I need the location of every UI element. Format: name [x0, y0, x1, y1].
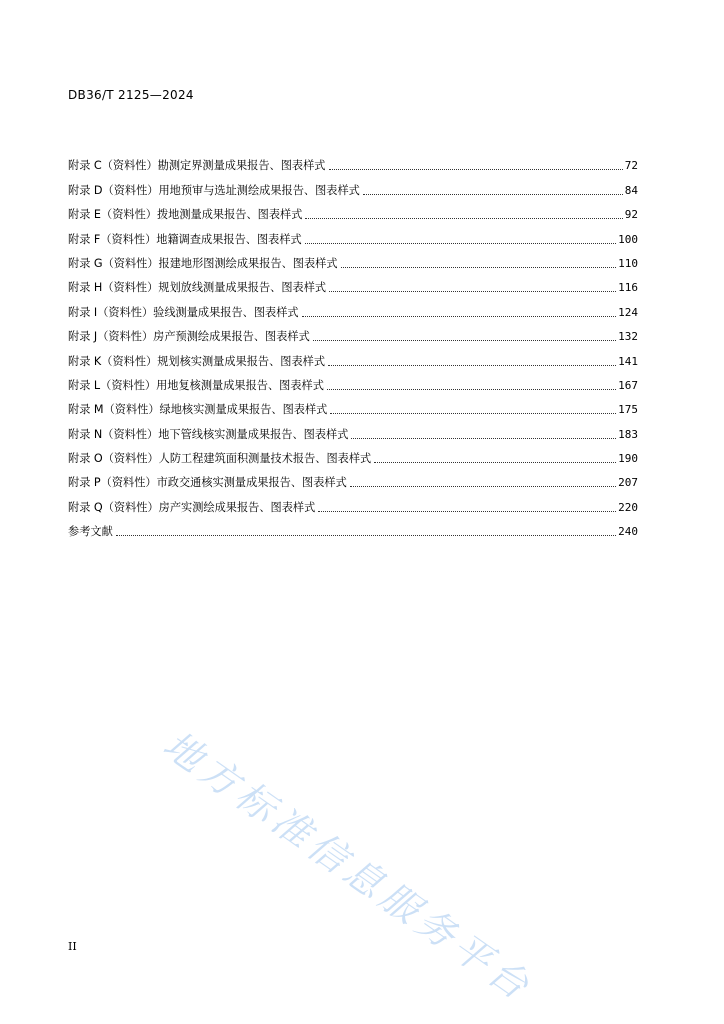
- toc-entry-label: 附录 P（资料性）市政交通核实测量成果报告、图表样式: [68, 476, 347, 490]
- toc-entry-page: 116: [618, 281, 638, 295]
- toc-entry-page: 207: [618, 476, 638, 490]
- toc-entry-appendix-o[interactable]: [68, 443, 638, 467]
- toc-dot-leader: [341, 267, 617, 268]
- toc-entry-appendix-i[interactable]: [68, 296, 638, 320]
- toc-entry-page: 190: [618, 452, 638, 466]
- toc-entry-appendix-c[interactable]: [68, 150, 638, 174]
- toc-entry-page: 84: [624, 183, 638, 197]
- toc-entry-label: 附录 M（资料性）绿地核实测量成果报告、图表样式: [68, 403, 328, 417]
- toc-dot-leader: [374, 462, 616, 463]
- toc-entry-label: 附录 C（资料性）勘测定界测量成果报告、图表样式: [68, 159, 326, 173]
- toc-dot-leader: [363, 194, 623, 195]
- toc-dot-leader: [313, 340, 616, 341]
- toc-entry-label: 附录 F（资料性）地籍调查成果报告、图表样式: [68, 232, 302, 246]
- watermark-text: 地方标准信息服务平台: [155, 722, 542, 1011]
- toc-entry-appendix-j[interactable]: [68, 321, 638, 345]
- document-code: DB36/T 2125—2024: [68, 88, 194, 102]
- toc-dot-leader: [330, 413, 616, 414]
- toc-dot-leader: [305, 218, 622, 219]
- toc-dot-leader: [329, 291, 616, 292]
- toc-entry-appendix-n[interactable]: [68, 418, 638, 442]
- toc-entry-page: 132: [618, 330, 638, 344]
- toc-entry-page: 124: [618, 305, 638, 319]
- toc-entry-page: 220: [618, 500, 638, 514]
- toc-entry-page: 100: [618, 232, 638, 246]
- toc-entry-appendix-q[interactable]: [68, 491, 638, 515]
- toc-dot-leader: [351, 438, 616, 439]
- toc-entry-page: 167: [618, 378, 638, 392]
- toc-dot-leader: [329, 169, 623, 170]
- toc-entry-appendix-f[interactable]: [68, 223, 638, 247]
- toc-entry-appendix-e[interactable]: [68, 199, 638, 223]
- toc-entry-appendix-k[interactable]: [68, 345, 638, 369]
- toc-entry-appendix-m[interactable]: [68, 394, 638, 418]
- toc-dot-leader: [302, 316, 617, 317]
- toc-entry-label: 附录 I（资料性）验线测量成果报告、图表样式: [68, 305, 299, 319]
- toc-entry-page: 183: [618, 427, 638, 441]
- toc-entry-page: 92: [624, 208, 638, 222]
- toc-dot-leader: [318, 511, 616, 512]
- toc-dot-leader: [328, 365, 616, 366]
- toc-entry-appendix-g[interactable]: [68, 248, 638, 272]
- toc-entry-label: 附录 O（资料性）人防工程建筑面积测量技术报告、图表样式: [68, 452, 372, 466]
- toc-entry-appendix-p[interactable]: [68, 467, 638, 491]
- toc-entry-label: 附录 L（资料性）用地复核测量成果报告、图表样式: [68, 378, 324, 392]
- toc-entry-label: 附录 N（资料性）地下管线核实测量成果报告、图表样式: [68, 427, 349, 441]
- toc-entry-label: 附录 E（资料性）拨地测量成果报告、图表样式: [68, 208, 303, 222]
- toc-entry-appendix-l[interactable]: [68, 370, 638, 394]
- toc-dot-leader: [327, 389, 616, 390]
- toc-entry-label: 附录 Q（资料性）房产实测绘成果报告、图表样式: [68, 500, 316, 514]
- toc-entry-label: 附录 H（资料性）规划放线测量成果报告、图表样式: [68, 281, 327, 295]
- toc-entry-label: 附录 K（资料性）规划核实测量成果报告、图表样式: [68, 354, 326, 368]
- toc-dot-leader: [305, 243, 616, 244]
- toc-entry-page: 175: [618, 403, 638, 417]
- toc-dot-leader: [350, 486, 616, 487]
- toc-entry-page: 72: [624, 159, 638, 173]
- toc-entry-label: 参考文献: [68, 525, 113, 539]
- toc-dot-leader: [116, 535, 616, 536]
- toc-entry-references[interactable]: [68, 516, 638, 540]
- toc-entry-label: 附录 G（资料性）报建地形图测绘成果报告、图表样式: [68, 256, 338, 270]
- toc-entry-label: 附录 J（资料性）房产预测绘成果报告、图表样式: [68, 330, 310, 344]
- page-number: II: [68, 940, 77, 953]
- table-of-contents: [68, 150, 638, 540]
- toc-entry-page: 110: [618, 256, 638, 270]
- toc-entry-appendix-d[interactable]: [68, 174, 638, 198]
- toc-entry-page: 141: [618, 354, 638, 368]
- toc-entry-appendix-h[interactable]: [68, 272, 638, 296]
- toc-entry-label: 附录 D（资料性）用地预审与选址测绘成果报告、图表样式: [68, 183, 360, 197]
- toc-entry-page: 240: [618, 525, 638, 539]
